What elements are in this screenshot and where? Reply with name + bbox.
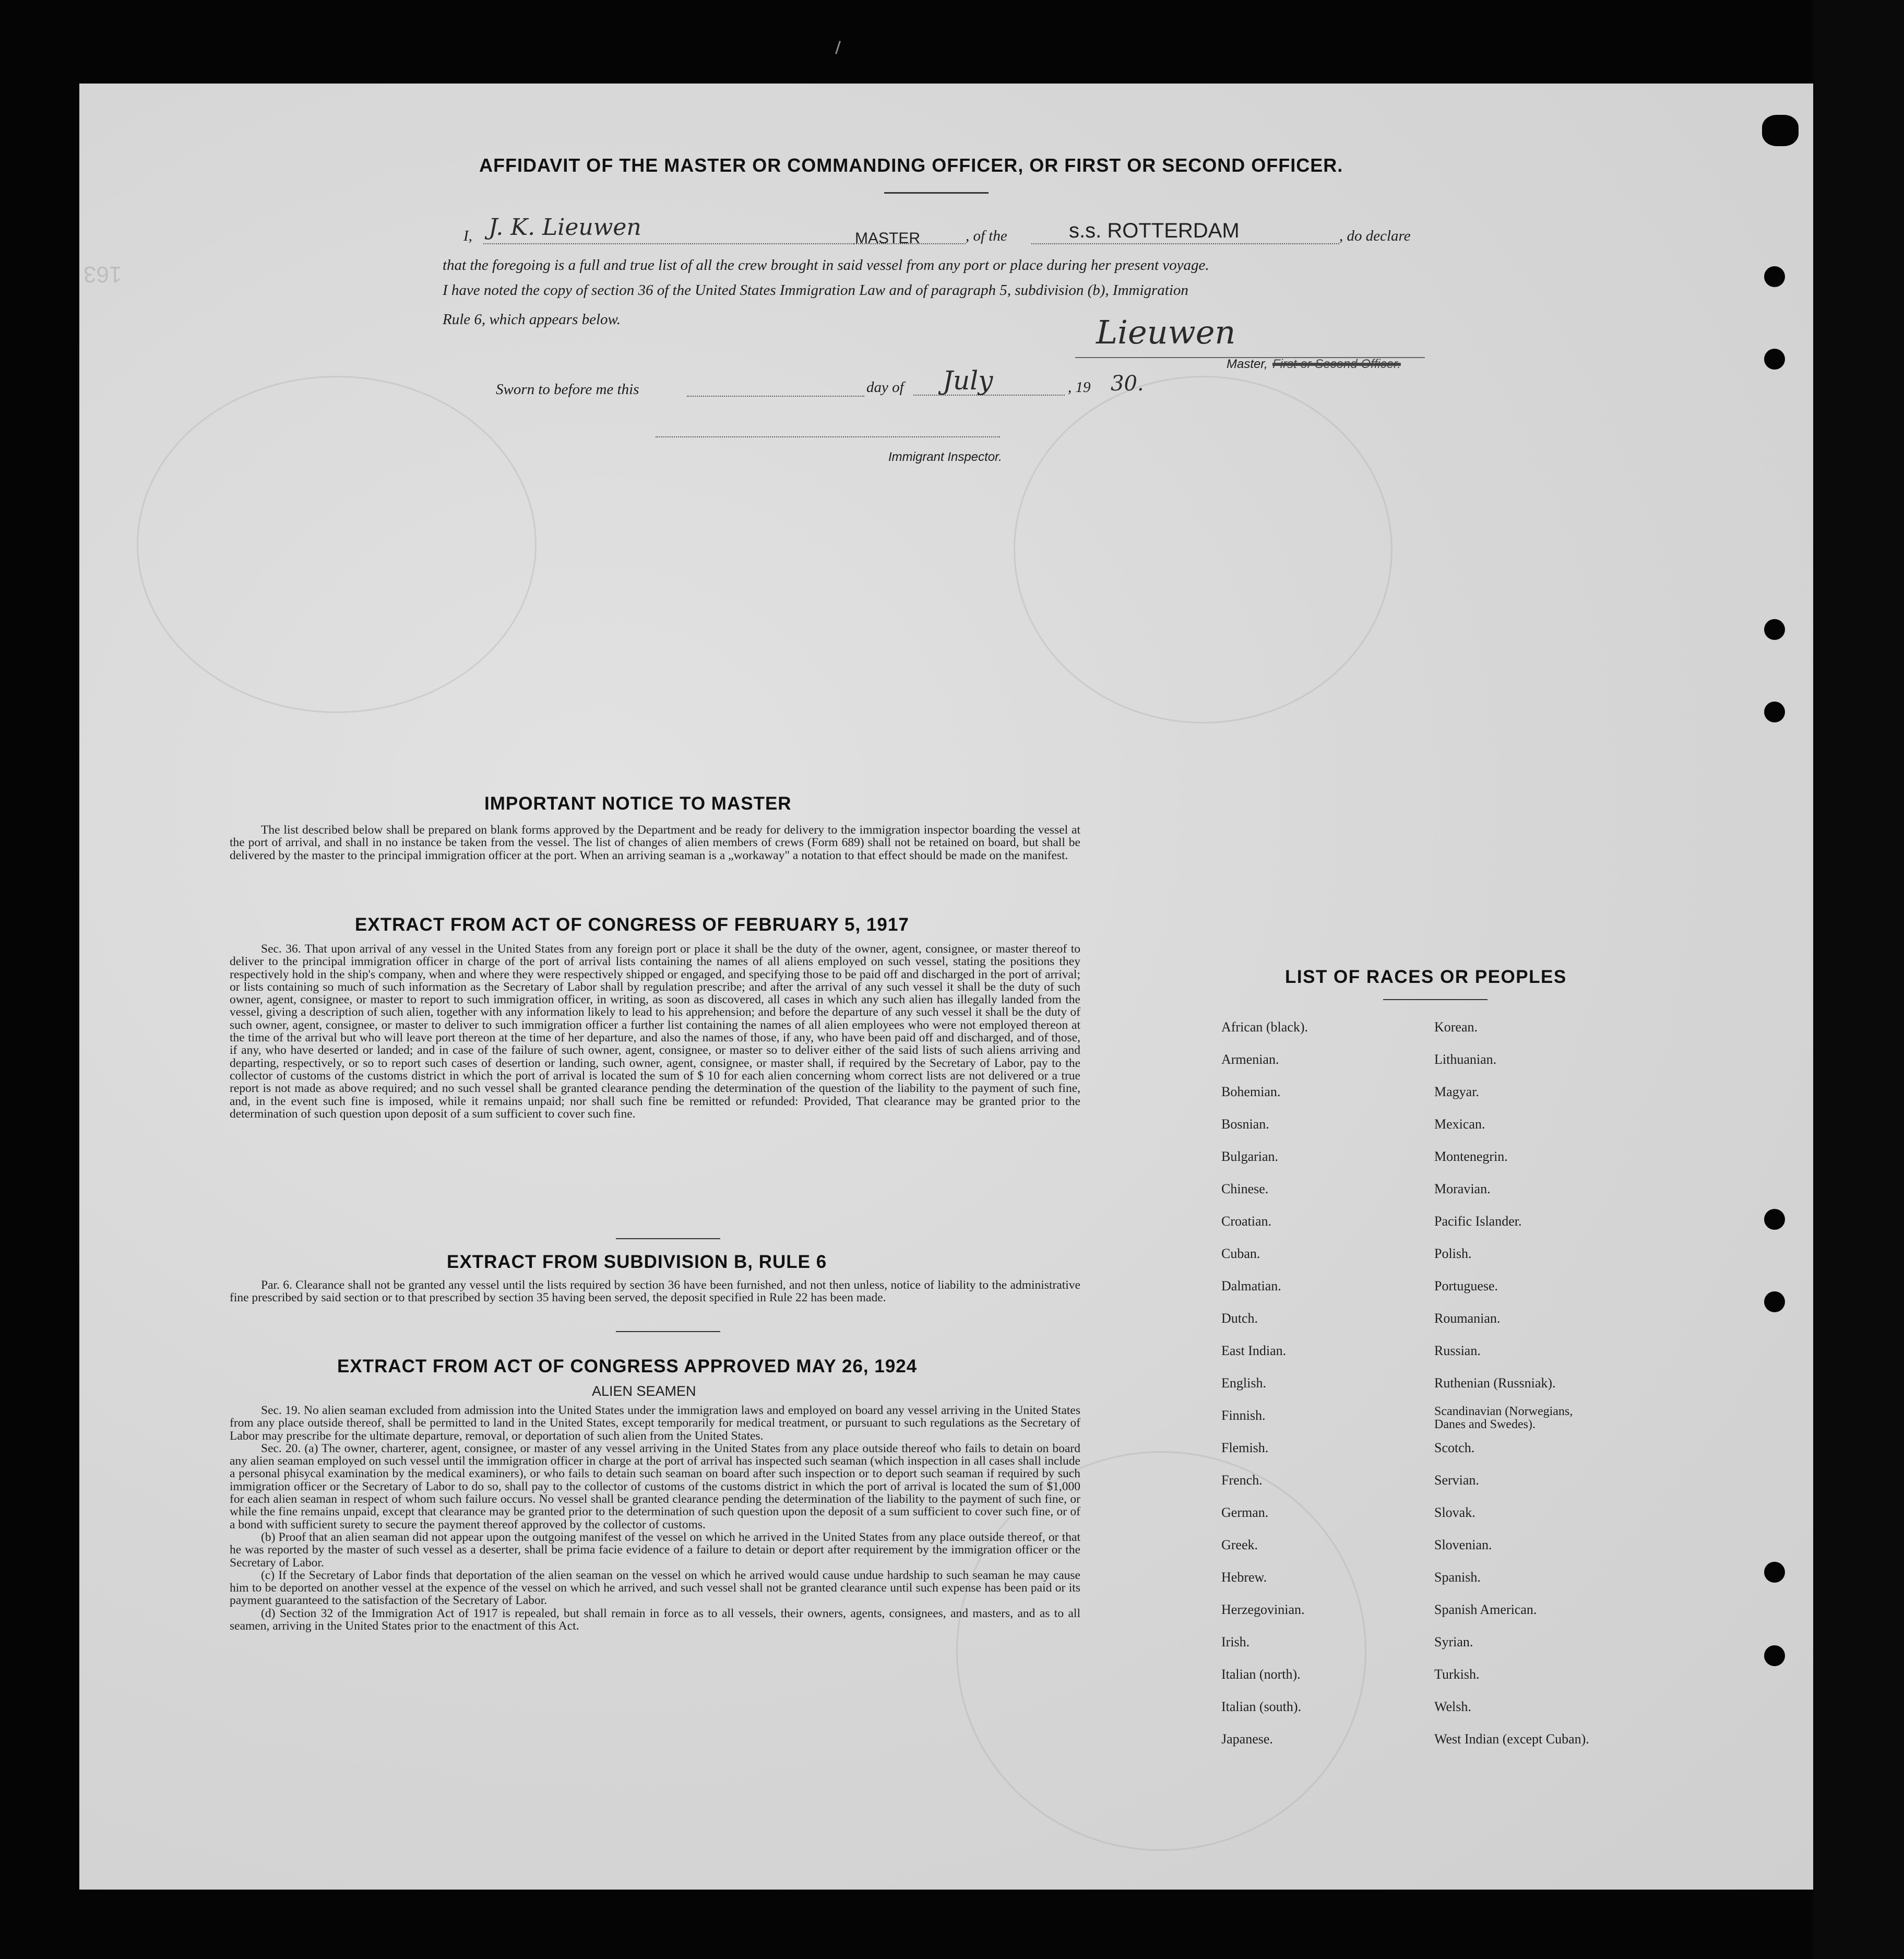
- race-item: East Indian.: [1221, 1343, 1287, 1358]
- race-item: Lithuanian.: [1434, 1052, 1497, 1067]
- master-name: J. K. Lieuwen: [489, 214, 641, 241]
- film-margin: [1813, 0, 1904, 1959]
- signature-caption-struck: First or Second Officer.: [1272, 357, 1401, 371]
- extract-1924-paragraph: Sec. 19. No alien seaman excluded from admission into the United States under the immigration laws and employed on board any vessel arriving in the United States from any place outside thereof, shall be permitted to land in the United States, except temporarily for medical treatment, or pursuant to such regulations as the Secretary of Labor may prescribe for the ultimate departure, removal, or deportation of such alien from the United States.: [230, 1404, 1080, 1443]
- race-item: Irish.: [1221, 1634, 1250, 1649]
- extract-1924-paragraph: (b) Proof that an alien seaman did not appear upon the outgoing manifest of the vessel on which he arrived in the United States from any place outside thereof, or that he was reported by the master of such vessel as a deserter, shall be prima facie evidence of a failure to detain or deport after requirement by the immigration officer or the Secretary of Labor.: [230, 1530, 1080, 1570]
- race-item: English.: [1221, 1375, 1266, 1391]
- faint-stamp-left: [137, 376, 537, 713]
- races-list: [1221, 1020, 1681, 1751]
- race-item: Roumanian.: [1434, 1311, 1501, 1326]
- affidavit-line-2: that the foregoing is a full and true list of all the crew brought in said vessel from any port or place during her present voyage.: [443, 257, 1209, 274]
- race-item: Herzegovinian.: [1221, 1602, 1305, 1617]
- extract-1924-title: EXTRACT FROM ACT OF CONGRESS APPROVED MAY 26, 1924: [337, 1356, 918, 1376]
- race-item: Dalmatian.: [1221, 1278, 1281, 1293]
- races-title: LIST OF RACES OR PEOPLES: [1285, 967, 1567, 987]
- extract-rule6-paragraph: Par. 6. Clearance shall not be granted any vessel until the lists required by section 36 have been furnished, and not then unless, notice of liability to the administrative fine prescribed by said section or to that prescribed by section 35 having been served, the deposit specified in Rule 22 has been made.: [230, 1278, 1080, 1305]
- race-item: Slovak.: [1434, 1505, 1475, 1520]
- affidavit-line-4: Rule 6, which appears below.: [443, 311, 621, 328]
- race-item: Scotch.: [1434, 1440, 1475, 1455]
- race-item: Spanish American.: [1434, 1602, 1537, 1617]
- sworn-day-line: [687, 396, 864, 397]
- punch-hole: [1764, 1645, 1785, 1666]
- rank-line: [854, 243, 966, 244]
- race-item: French.: [1221, 1473, 1263, 1488]
- extract-rule6-text: [230, 1279, 1080, 1304]
- notice-paragraph: The list described below shall be prepared on blank forms approved by the Department and be ready for delivery to the immigration inspector boarding the vessel at the port of arrival, and shall in no instance be taken from the vessel. The list of changes of alien members of crews (Form 689) shall not be retained on board, but shall be delivered by the master to the principal immigration officer at the port. When an arriving seaman is a „workaway" a notation to that effect should be made on the manifest.: [230, 823, 1080, 862]
- race-item: Japanese.: [1221, 1731, 1273, 1747]
- inspector-signature-line: [656, 436, 1000, 437]
- race-item: Moravian.: [1434, 1181, 1491, 1196]
- race-item: German.: [1221, 1505, 1269, 1520]
- race-item: Servian.: [1434, 1473, 1479, 1488]
- punch-hole: [1762, 115, 1799, 146]
- signature-caption-master: Master,: [1227, 357, 1268, 371]
- punch-hole: [1764, 349, 1785, 370]
- master-rank: MASTER: [855, 230, 921, 247]
- race-item: Cuban.: [1221, 1246, 1260, 1261]
- extract-1917-text: [230, 943, 1080, 1120]
- extract-1924-paragraph: (d) Section 32 of the Immigration Act of 1917 is repealed, but shall remain in force as to all vessels, their owners, agents, consignees, and masters, and as to all seamen, arriving in the United States prior to the enactment of this Act.: [230, 1606, 1080, 1633]
- race-item: Chinese.: [1221, 1181, 1269, 1196]
- race-item: Syrian.: [1434, 1634, 1473, 1649]
- master-signature: Lieuwen: [1096, 313, 1236, 351]
- extract-1917-paragraph: Sec. 36. That upon arrival of any vessel in the United States from any foreign port or place it shall be the duty of the owner, agent, consignee, or master thereof to deliver to the principal immigration officer in charge of the port of arrival lists containing the names of all aliens employed on such vessel, stating the positions they respectively hold in the ship's company, when and where they were respectively shipped or engaged, and specifying those to be paid off and discharged in the port of arrival; or lists containing so much of such information as the Secretary of Labor shall by regulation prescribe; and after the arrival of any such vessel it shall be the duty of such owner, agent, consignee, or master to report to such immigration officer, in writing, as soon as discovered, all cases in which any such alien has illegally landed from the vessel, giving a description of such alien, together with any information likely to lead to his apprehension; and before the departure of any such vessel it shall be the duty of such owner, agent, consignee, or master to deliver to such immigration officer a further list containing the names of all alien employees who were not employed thereon at the time of the arrival but who will leave port thereon at the time of her departure, and also the names of those, if any, who have been paid off and discharged, and of those, if any, who have deserted or landed; and in case of the failure of such owner, agent, consignee, or master so to deliver either of the said lists of such aliens arriving and departing, respectively, or so to report such cases of desertion or landing, such owner, agent, consignee, or master shall, if required by the Secretary of Labor, pay to the collector of customs of the customs district in which the port of arrival is located the sum of $ 10 for each alien concerning whom correct lists are not delivered or a true report is not made as above required; and no such vessel shall be granted clearance pending the determination of the question of the liability to the payment of such fine, and, in the event such fine is imposed, while it remains unpaid; nor shall such fine be remitted or refunded: Provided, That clearance may be granted prior to the determination of such question upon deposit of a sum sufficient to cover such fine.: [230, 942, 1080, 1121]
- extract-rule6-rule: [616, 1331, 720, 1332]
- race-item: Magyar.: [1434, 1084, 1479, 1099]
- extract-1917-rule: [616, 1238, 720, 1239]
- sworn-month: July: [943, 365, 993, 396]
- vessel-line: [1031, 243, 1339, 244]
- film-scratch-mark: [835, 41, 841, 54]
- race-item: Bulgarian.: [1221, 1149, 1279, 1164]
- punch-hole: [1764, 1291, 1785, 1312]
- race-item: Turkish.: [1434, 1667, 1480, 1682]
- race-item: African (black).: [1221, 1019, 1308, 1035]
- affidavit-title: AFFIDAVIT OF THE MASTER OR COMMANDING OFFICER, OR FIRST OR SECOND OFFICER.: [479, 155, 1343, 176]
- race-item: West Indian (except Cuban).: [1434, 1731, 1589, 1747]
- race-item: Finnish.: [1221, 1408, 1266, 1423]
- vessel-name: s.s. ROTTERDAM: [1069, 219, 1240, 242]
- race-item: Italian (north).: [1221, 1667, 1301, 1682]
- extract-1917-title: EXTRACT FROM ACT OF CONGRESS OF FEBRUARY 5, 1917: [355, 915, 909, 935]
- race-item: Bohemian.: [1221, 1084, 1281, 1099]
- year-prefix: , 19: [1068, 379, 1091, 396]
- race-item: Montenegrin.: [1434, 1149, 1508, 1164]
- race-item: Polish.: [1434, 1246, 1472, 1261]
- punch-hole: [1764, 702, 1785, 722]
- affidavit-line-3: I have noted the copy of section 36 of the United States Immigration Law and of paragraph 5, subdivision (b), Immigration: [443, 282, 1188, 299]
- race-item: Korean.: [1434, 1019, 1478, 1035]
- race-item: Dutch.: [1221, 1311, 1258, 1326]
- race-item: Slovenian.: [1434, 1537, 1492, 1552]
- race-item: Croatian.: [1221, 1214, 1272, 1229]
- race-item: Italian (south).: [1221, 1699, 1302, 1714]
- races-title-rule: [1383, 999, 1487, 1000]
- affidavit-i-label: I,: [463, 228, 472, 244]
- year-suffix: 30.: [1111, 372, 1144, 396]
- race-item: Russian.: [1434, 1343, 1481, 1358]
- day-of-label: day of: [866, 379, 904, 396]
- faint-stamp-right: [1014, 376, 1393, 723]
- race-item: Portuguese.: [1434, 1278, 1498, 1293]
- of-the-label: , of the: [966, 228, 1007, 244]
- extract-1924-paragraph: (c) If the Secretary of Labor finds that deportation of the alien seaman on the vessel on which he arrived would cause undue hardship to such seaman he may cause him to be deported on another vessel at the expence of the vessel on which he arrived, and such vessel shall not be granted clearance until such expense has been paid or its payment guaranteed to the satisfaction of the Secretary of Labor.: [230, 1568, 1080, 1608]
- race-item: Spanish.: [1434, 1570, 1481, 1585]
- race-item: Bosnian.: [1221, 1117, 1269, 1132]
- race-item: Ruthenian (Russniak).: [1434, 1375, 1556, 1391]
- race-item: Armenian.: [1221, 1052, 1279, 1067]
- affidavit-title-rule: [884, 192, 989, 194]
- race-item: Scandinavian (Norwegians, Danes and Swedes).: [1434, 1405, 1573, 1431]
- notice-title: IMPORTANT NOTICE TO MASTER: [484, 793, 792, 814]
- notice-text: [230, 824, 1080, 862]
- punch-hole: [1764, 1209, 1785, 1230]
- race-item: Pacific Islander.: [1434, 1214, 1522, 1229]
- punch-hole: [1764, 619, 1785, 640]
- race-item: Greek.: [1221, 1537, 1258, 1552]
- master-name-line: [483, 243, 854, 244]
- race-item: Mexican.: [1434, 1117, 1485, 1132]
- extract-1924-text: [230, 1404, 1080, 1632]
- extract-1924-paragraph: Sec. 20. (a) The owner, charterer, agent, consignee, or master of any vessel arriving in the United States from any place outside thereof who fails to detain on board any alien seaman employed on such vessel until the immigration officer in charge at the port of arrival has inspected such seaman (which inspection in all cases shall include a personal phisycal examination by the medical examiners), or who fails to detain such seaman on board after such inspection or to deport such seaman if required by such immigration officer or the Secretary of Labor to do so, shall pay to the collector of customs of the customs district in which the port of arrival is located the sum of $1,000 for each alien seaman in respect of whom such failure occurs. No vessel shall be granted clearance pending the determination of the liability to the payment of such fine, or while the fine remains unpaid, except that clearance may be granted prior to the determination of such question upon the deposit of a sum sufficient to cover such fine, or of a bond with sufficient surety to secure the payment thereof approved by the collector of customs.: [230, 1441, 1080, 1531]
- sworn-label: Sworn to before me this: [496, 381, 639, 398]
- inspector-label: Immigrant Inspector.: [888, 450, 1002, 464]
- extract-1924-subtitle: ALIEN SEAMEN: [592, 1383, 696, 1399]
- do-declare-label: , do declare: [1339, 228, 1411, 244]
- bleed-through-page-number: 163: [84, 262, 122, 287]
- race-item: Flemish.: [1221, 1440, 1269, 1455]
- punch-hole: [1764, 266, 1785, 287]
- race-item: Welsh.: [1434, 1699, 1471, 1714]
- punch-hole: [1764, 1562, 1785, 1583]
- race-item: Hebrew.: [1221, 1570, 1267, 1585]
- extract-rule6-title: EXTRACT FROM SUBDIVISION B, RULE 6: [447, 1252, 827, 1272]
